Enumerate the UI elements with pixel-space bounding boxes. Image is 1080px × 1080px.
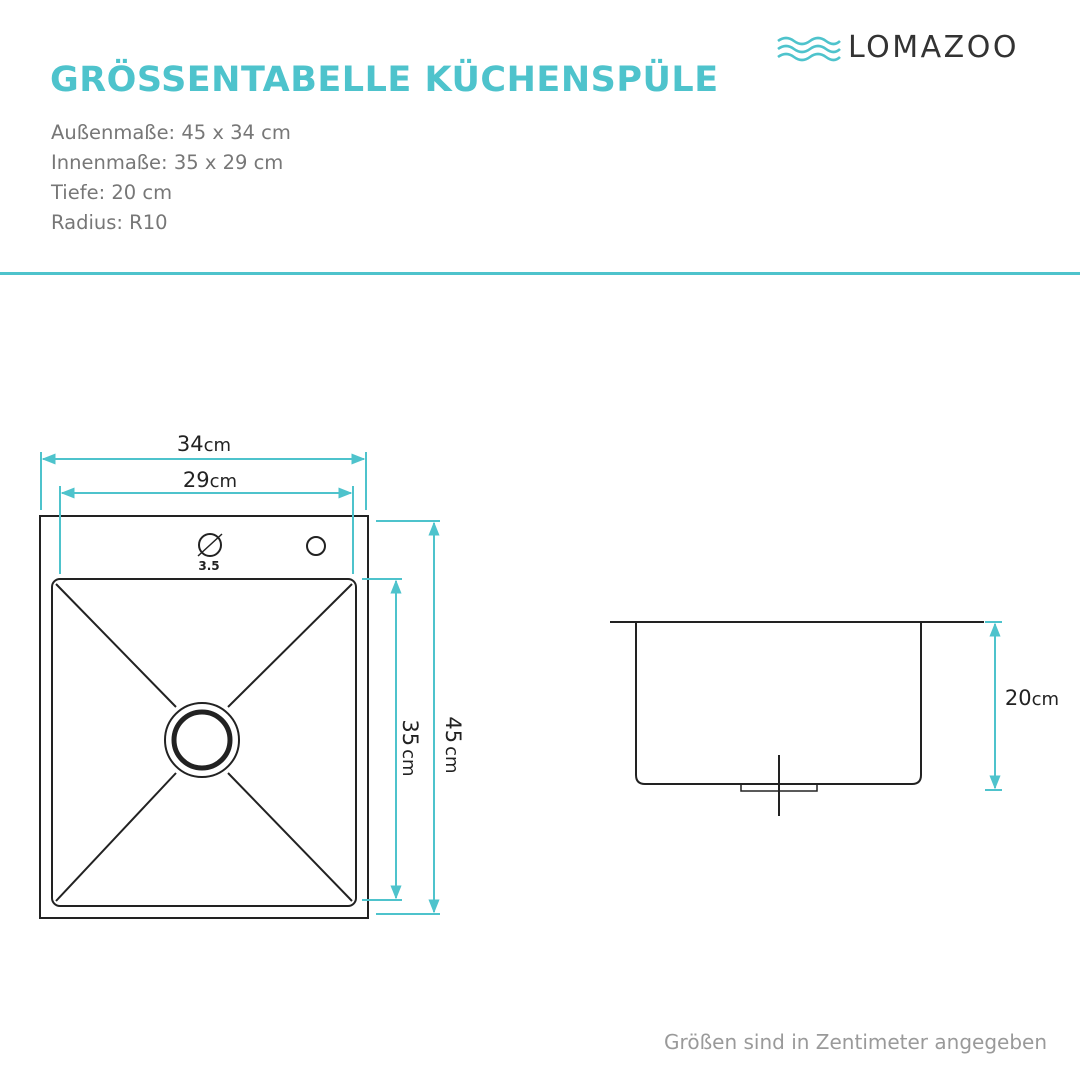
- svg-text:45cm: 45cm: [441, 716, 465, 774]
- spec-depth: Tiefe: 20 cm: [51, 181, 173, 204]
- footer-note: Größen sind in Zentimeter angegeben: [664, 1030, 1047, 1054]
- hole-diameter-label: 3.5: [198, 559, 220, 573]
- svg-text:35cm: 35cm: [398, 719, 422, 777]
- spec-inner-dimensions: Innenmaße: 35 x 29 cm: [51, 151, 284, 174]
- dimension-inner-length: [362, 579, 422, 900]
- brand-name: LOMAZOO: [848, 30, 1019, 65]
- drain-inner-ring: [174, 712, 230, 768]
- sink-top-view: [40, 516, 368, 918]
- spec-radius: Radius: R10: [51, 211, 168, 234]
- svg-text:29cm: 29cm: [182, 468, 238, 492]
- dimension-depth: [985, 622, 1059, 790]
- svg-text:20cm: 20cm: [1004, 686, 1060, 710]
- sink-side-view: [610, 622, 984, 816]
- spec-outer-dimensions: Außenmaße: 45 x 34 cm: [51, 121, 291, 144]
- sink-outer-outline: [40, 516, 368, 918]
- page-title: GRÖSSENTABELLE KÜCHENSPÜLE: [50, 60, 719, 100]
- svg-text:34cm: 34cm: [176, 432, 232, 456]
- overflow-hole: [307, 537, 325, 555]
